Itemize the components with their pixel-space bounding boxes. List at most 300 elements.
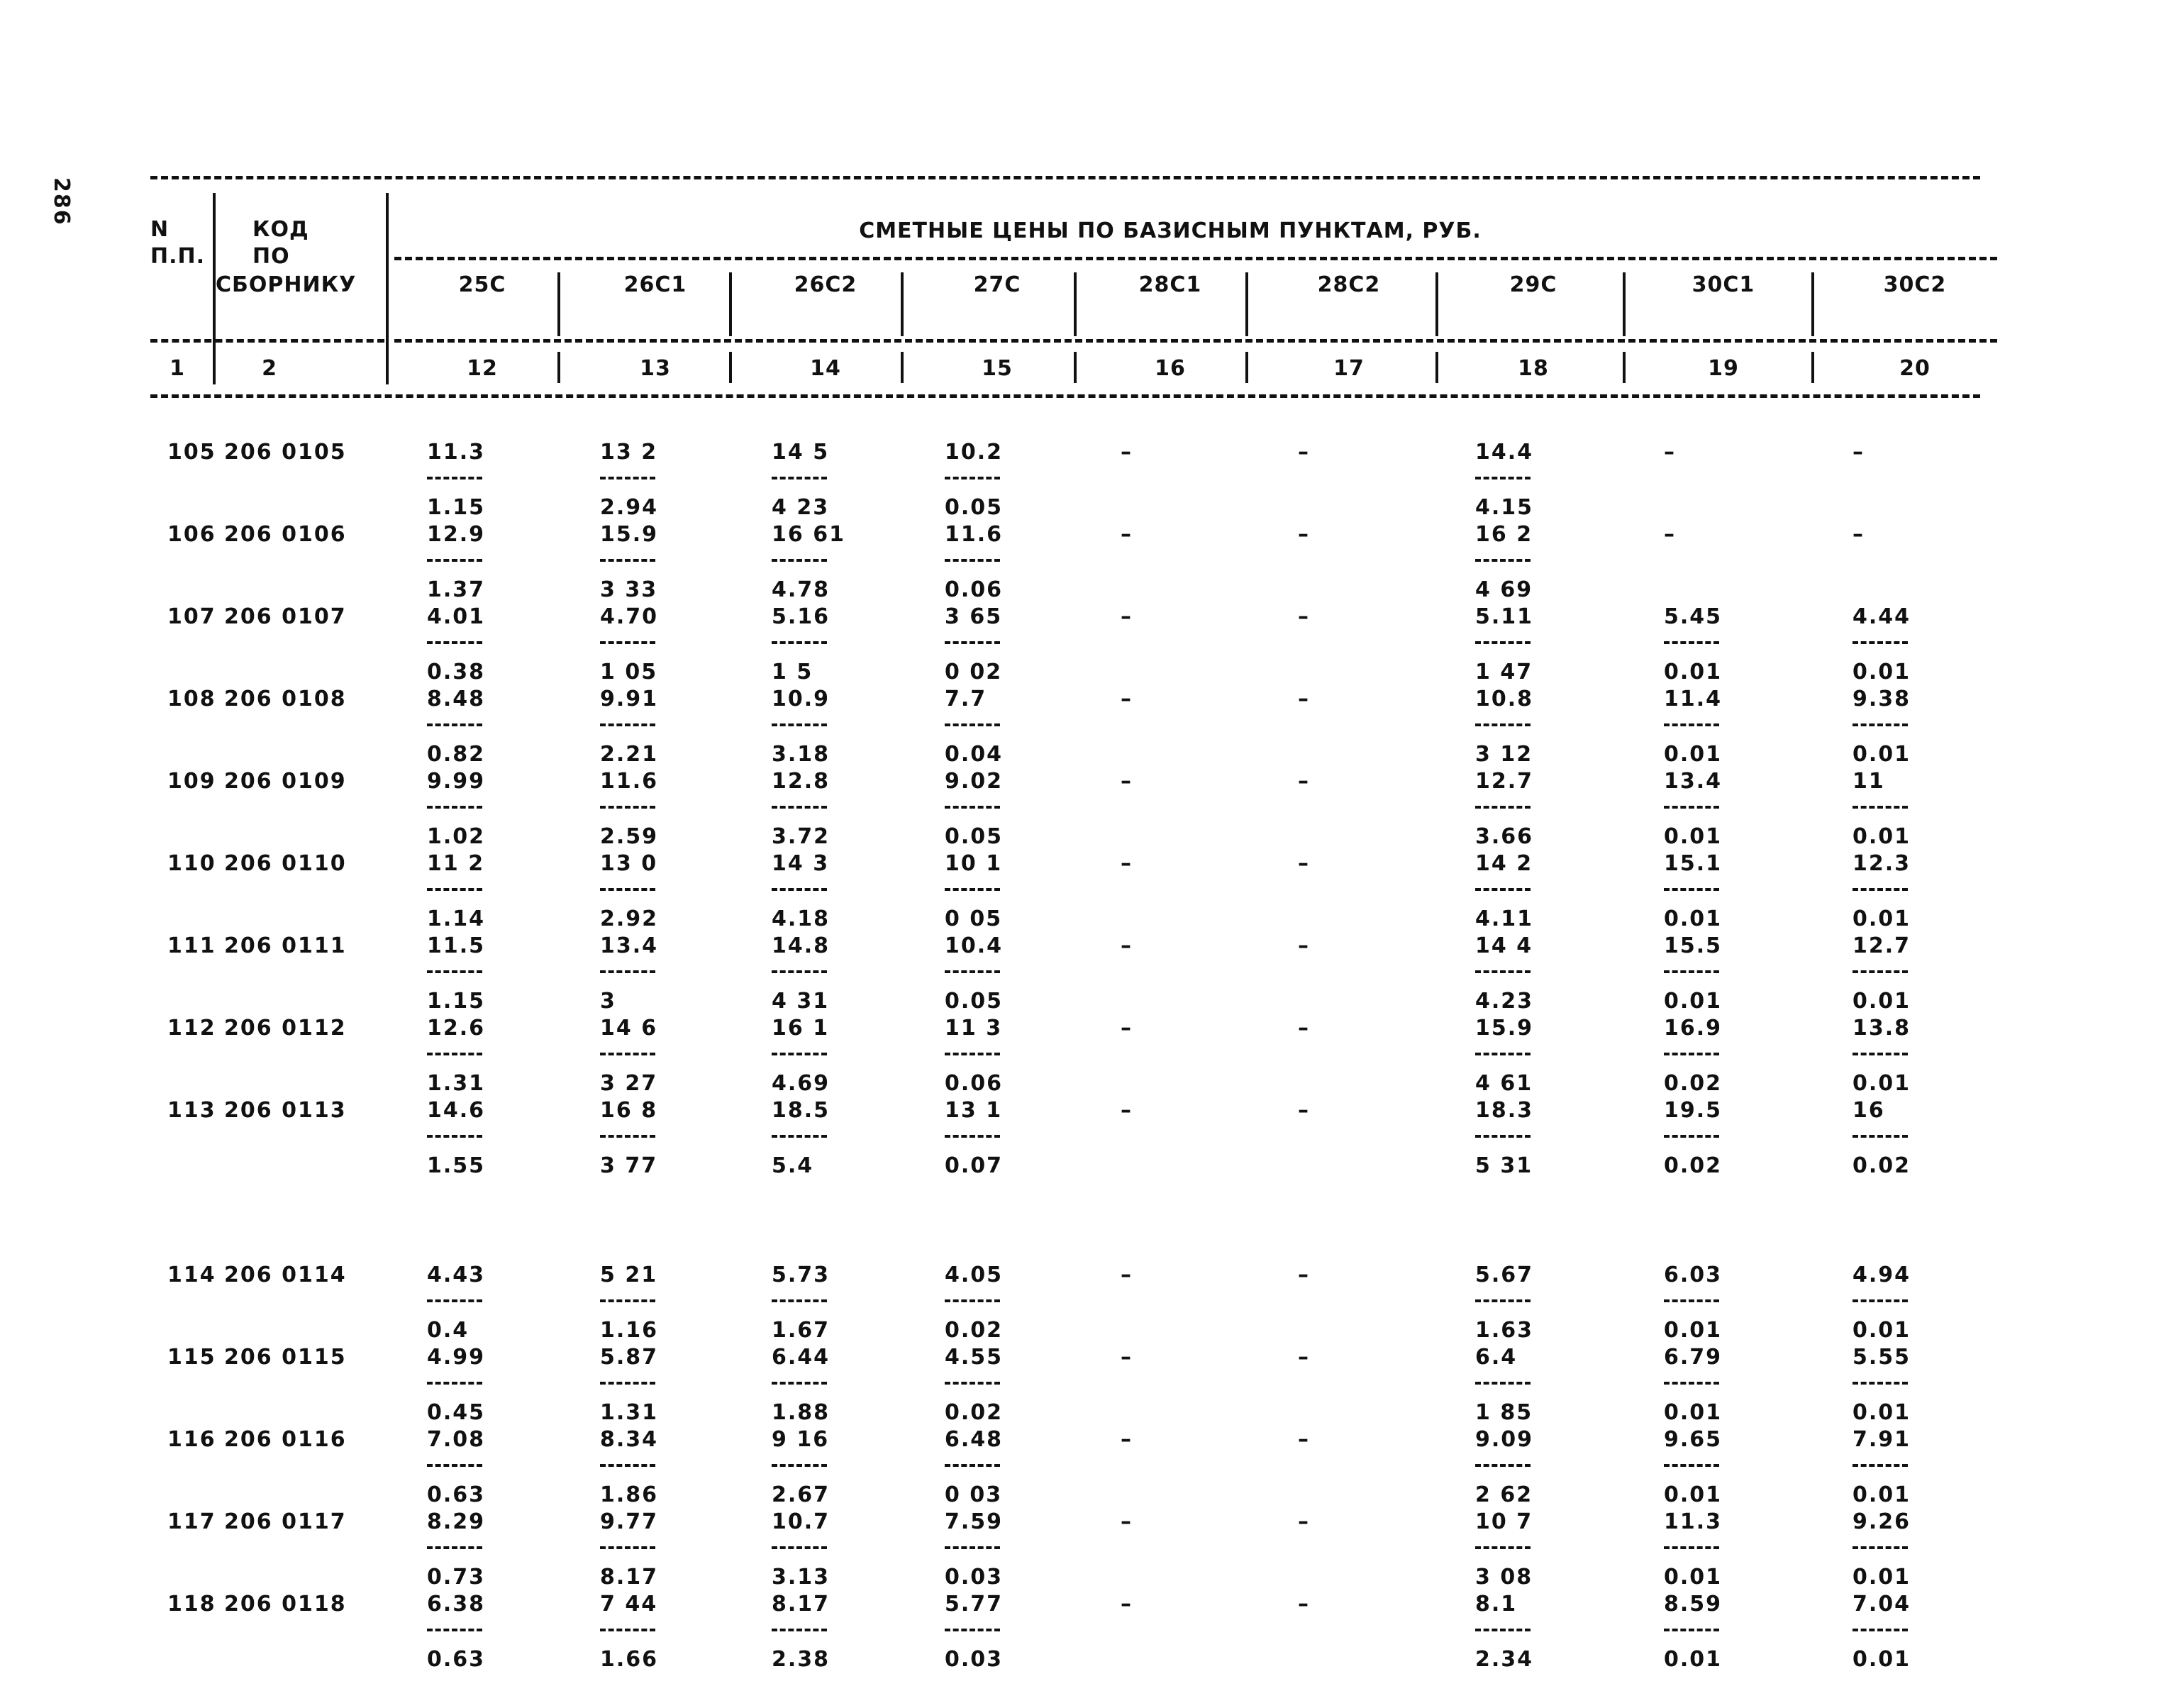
cell-value-sub: 0.01: [1664, 1400, 1723, 1425]
col-number-2: 2: [262, 356, 277, 381]
cell-value-sub: 3.72: [772, 824, 831, 849]
cell-value-sub: 0.02: [1853, 1153, 1911, 1178]
cell-value-sub: 0.05: [945, 824, 1004, 849]
cell-empty-dash: –: [1298, 933, 1310, 958]
cell-value: 7 44: [600, 1592, 658, 1616]
fraction-rule: [772, 723, 827, 726]
cell-empty-dash: –: [1298, 687, 1310, 711]
cell-value: 15.1: [1664, 851, 1723, 876]
vbar-nums-5: [1245, 352, 1248, 383]
fraction-rule: [945, 723, 1000, 726]
cell-empty-dash: –: [1298, 604, 1310, 629]
fraction-rule: [1475, 1629, 1531, 1631]
fraction-rule: [945, 806, 1000, 809]
cell-value-sub: 0.03: [945, 1565, 1004, 1590]
cell-value: 14 3: [772, 851, 830, 876]
cell-value-sub: 1.02: [427, 824, 486, 849]
cell-value: 8.29: [427, 1509, 486, 1534]
fraction-rule: [1664, 1053, 1719, 1055]
cell-value-sub: 3 12: [1475, 742, 1533, 767]
cell-value-sub: 3 27: [600, 1071, 658, 1096]
cell-value-sub: 1.66: [600, 1647, 659, 1672]
cell-value: 4.55: [945, 1345, 1004, 1370]
cell-value: 5.16: [772, 604, 831, 629]
row-code: 206 0108: [224, 687, 347, 711]
cell-value: 4.44: [1853, 604, 1911, 629]
fraction-rule: [1664, 806, 1719, 809]
row-number: 110: [167, 851, 216, 876]
col-number-8: 17: [1333, 356, 1365, 381]
fraction-rule: [1664, 1299, 1719, 1302]
cell-value-sub: 0.01: [1664, 1482, 1723, 1507]
cell-value: 11.4: [1664, 687, 1723, 711]
row-code: 206 0109: [224, 769, 347, 794]
fraction-rule: [772, 1135, 827, 1138]
vbar-nums-6: [1435, 352, 1438, 383]
fraction-rule: [945, 970, 1000, 973]
row-code: 206 0116: [224, 1427, 347, 1452]
cell-empty-dash: –: [1121, 604, 1133, 629]
cell-value-sub: 8.17: [600, 1565, 659, 1590]
cell-value: 6.48: [945, 1427, 1004, 1452]
cell-value: 14 5: [772, 440, 830, 465]
fraction-rule: [1475, 888, 1531, 891]
fraction-rule: [1664, 1382, 1719, 1385]
header-point-1: 26С1: [623, 272, 687, 297]
cell-value: 12.7: [1475, 769, 1534, 794]
row-number: 108: [167, 687, 216, 711]
cell-value-sub: 2.38: [772, 1647, 831, 1672]
vbar-nums-3: [901, 352, 904, 383]
header-pp-label: П.П.: [150, 244, 206, 269]
fraction-rule: [945, 1382, 1000, 1385]
cell-value: 8.17: [772, 1592, 831, 1616]
cell-value: 6.38: [427, 1592, 486, 1616]
row-number: 106: [167, 522, 216, 547]
fraction-rule: [600, 888, 655, 891]
fraction-rule: [945, 559, 1000, 562]
cell-value: –: [1853, 522, 1865, 547]
cell-empty-dash: –: [1121, 933, 1133, 958]
row-number: 105: [167, 440, 216, 465]
cell-empty-dash: –: [1121, 851, 1133, 876]
cell-empty-dash: –: [1121, 1345, 1133, 1370]
cell-value-sub: 0.02: [1664, 1153, 1723, 1178]
row-code: 206 0113: [224, 1098, 347, 1123]
cell-empty-dash: –: [1121, 769, 1133, 794]
fraction-rule: [427, 477, 482, 479]
header-n-label: N: [150, 217, 170, 242]
fraction-rule: [1853, 806, 1908, 809]
cell-value-sub: 0.04: [945, 742, 1004, 767]
cell-value-sub: 0.01: [1853, 1318, 1911, 1343]
col-number-4: 13: [640, 356, 671, 381]
cell-value: 3 65: [945, 604, 1003, 629]
cell-value-sub: 1.16: [600, 1318, 659, 1343]
cell-empty-dash: –: [1298, 440, 1310, 465]
fraction-rule: [1475, 1299, 1531, 1302]
cell-value-sub: 4.18: [772, 906, 831, 931]
cell-empty-dash: –: [1298, 1509, 1310, 1534]
fraction-rule: [427, 806, 482, 809]
cell-value: 12.8: [772, 769, 831, 794]
fraction-rule: [1475, 1382, 1531, 1385]
cell-value: 5.87: [600, 1345, 659, 1370]
cell-value: 14 6: [600, 1016, 658, 1041]
cell-empty-dash: –: [1121, 1263, 1133, 1287]
cell-value-sub: 0.63: [427, 1647, 486, 1672]
cell-value-sub: 4 61: [1475, 1071, 1533, 1096]
cell-value-sub: 3.13: [772, 1565, 831, 1590]
row-number: 118: [167, 1592, 216, 1616]
cell-value-sub: 0.01: [1853, 906, 1911, 931]
cell-value-sub: 3 33: [600, 577, 658, 602]
fraction-rule: [427, 1464, 482, 1467]
cell-value-sub: 0.01: [1853, 1400, 1911, 1425]
cell-value-sub: 0.63: [427, 1482, 486, 1507]
rule-points: [394, 257, 1997, 260]
vbar-nums-1: [557, 352, 560, 383]
fraction-rule: [600, 1464, 655, 1467]
header-point-0: 25С: [458, 272, 506, 297]
vbar-nums-7: [1623, 352, 1626, 383]
cell-value-sub: 0.07: [945, 1153, 1004, 1178]
cell-value-sub: 1.86: [600, 1482, 659, 1507]
cell-value: 11.6: [600, 769, 659, 794]
rule-top: [150, 176, 1980, 179]
fraction-rule: [772, 888, 827, 891]
row-code: 206 0107: [224, 604, 347, 629]
col-number-11: 20: [1899, 356, 1931, 381]
fraction-rule: [427, 559, 482, 562]
cell-value-sub: 2.67: [772, 1482, 831, 1507]
cell-value-sub: 0 02: [945, 660, 1003, 684]
rule-sub-left: [150, 339, 384, 343]
row-code: 206 0112: [224, 1016, 347, 1041]
fraction-rule: [427, 888, 482, 891]
fraction-rule: [772, 1546, 827, 1549]
cell-value-sub: 1.88: [772, 1400, 831, 1425]
cell-value-sub: 0.02: [945, 1318, 1004, 1343]
cell-value-sub: 0.01: [1664, 1565, 1723, 1590]
cell-value: 13 2: [600, 440, 658, 465]
fraction-rule: [945, 477, 1000, 479]
cell-value-sub: 5 31: [1475, 1153, 1533, 1178]
cell-value-sub: 0.38: [427, 660, 486, 684]
fraction-rule: [427, 1135, 482, 1138]
cell-value-sub: 0.05: [945, 989, 1004, 1014]
fraction-rule: [600, 970, 655, 973]
cell-value: 7.59: [945, 1509, 1004, 1534]
cell-value-sub: 0.01: [1853, 660, 1911, 684]
cell-value: 8.1: [1475, 1592, 1518, 1616]
cell-value: 10.9: [772, 687, 831, 711]
cell-empty-dash: –: [1298, 769, 1310, 794]
cell-empty-dash: –: [1121, 687, 1133, 711]
vbar-points-8: [1811, 272, 1814, 336]
row-number: 107: [167, 604, 216, 629]
fraction-rule: [600, 477, 655, 479]
cell-value: –: [1664, 522, 1676, 547]
col-number-10: 19: [1708, 356, 1739, 381]
row-code: 206 0111: [224, 933, 347, 958]
cell-value-sub: 0.45: [427, 1400, 486, 1425]
vbar-points-6: [1435, 272, 1438, 336]
cell-value-sub: 4 69: [1475, 577, 1533, 602]
fraction-rule: [1664, 888, 1719, 891]
row-code: 206 0115: [224, 1345, 347, 1370]
col-number-5: 14: [810, 356, 841, 381]
cell-value: 12.6: [427, 1016, 486, 1041]
fraction-rule: [1853, 888, 1908, 891]
fraction-rule: [1853, 970, 1908, 973]
cell-value: 5.11: [1475, 604, 1534, 629]
fraction-rule: [1664, 1135, 1719, 1138]
cell-value-sub: 0 03: [945, 1482, 1003, 1507]
cell-value: 4.01: [427, 604, 486, 629]
cell-value: 15.5: [1664, 933, 1723, 958]
fraction-rule: [1475, 477, 1531, 479]
cell-value: 16 2: [1475, 522, 1533, 547]
cell-empty-dash: –: [1121, 1509, 1133, 1534]
cell-value: 6.4: [1475, 1345, 1518, 1370]
row-code: 206 0106: [224, 522, 347, 547]
vbar-points-7: [1623, 272, 1626, 336]
cell-value: 11.6: [945, 522, 1004, 547]
cell-value: 9.99: [427, 769, 486, 794]
cell-value-sub: 0.82: [427, 742, 486, 767]
cell-value: 6.03: [1664, 1263, 1723, 1287]
fraction-rule: [1664, 1464, 1719, 1467]
cell-value: 9.91: [600, 687, 659, 711]
cell-value: –: [1664, 440, 1676, 465]
fraction-rule: [427, 1053, 482, 1055]
fraction-rule: [945, 1135, 1000, 1138]
cell-value-sub: 0.01: [1664, 824, 1723, 849]
rule-sub-right: [394, 339, 1997, 343]
cell-value: 14 2: [1475, 851, 1533, 876]
vbar-code-points-num: [386, 355, 389, 383]
cell-value-sub: 4.23: [1475, 989, 1534, 1014]
cell-empty-dash: –: [1121, 1016, 1133, 1041]
fraction-rule: [1475, 1053, 1531, 1055]
vbar-nums-4: [1074, 352, 1077, 383]
cell-value: 10 7: [1475, 1509, 1533, 1534]
fraction-rule: [1664, 723, 1719, 726]
cell-empty-dash: –: [1298, 1592, 1310, 1616]
fraction-rule: [600, 806, 655, 809]
cell-value: 9.02: [945, 769, 1004, 794]
cell-value-sub: 1.37: [427, 577, 486, 602]
fraction-rule: [772, 559, 827, 562]
fraction-rule: [772, 641, 827, 644]
cell-value-sub: 0.01: [1853, 1071, 1911, 1096]
fraction-rule: [1853, 1053, 1908, 1055]
cell-empty-dash: –: [1298, 1098, 1310, 1123]
fraction-rule: [1853, 1546, 1908, 1549]
cell-value: 13.4: [600, 933, 659, 958]
cell-value: 14 4: [1475, 933, 1533, 958]
cell-empty-dash: –: [1121, 1098, 1133, 1123]
fraction-rule: [945, 1464, 1000, 1467]
row-code: 206 0110: [224, 851, 347, 876]
cell-value-sub: 0.01: [1853, 742, 1911, 767]
cell-value: 7.08: [427, 1427, 486, 1452]
fraction-rule: [1853, 641, 1908, 644]
cell-value-sub: 1.31: [427, 1071, 486, 1096]
row-number: 115: [167, 1345, 216, 1370]
cell-empty-dash: –: [1121, 1592, 1133, 1616]
cell-value: 11.3: [427, 440, 486, 465]
cell-value-sub: 2 62: [1475, 1482, 1533, 1507]
fraction-rule: [427, 1629, 482, 1631]
cell-value: 14.6: [427, 1098, 486, 1123]
cell-value: 16 8: [600, 1098, 658, 1123]
cell-empty-dash: –: [1121, 440, 1133, 465]
cell-empty-dash: –: [1121, 522, 1133, 547]
cell-value: 14.4: [1475, 440, 1534, 465]
cell-value-sub: 0.02: [945, 1400, 1004, 1425]
fraction-rule: [1664, 1546, 1719, 1549]
cell-empty-dash: –: [1121, 1427, 1133, 1452]
cell-value: 11.5: [427, 933, 486, 958]
cell-value: 16 61: [772, 522, 845, 547]
cell-value-sub: 0.01: [1853, 1565, 1911, 1590]
vbar-nums-2: [729, 352, 732, 383]
cell-value: 18.5: [772, 1098, 831, 1123]
header-point-3: 27С: [973, 272, 1021, 297]
header-point-6: 29С: [1509, 272, 1557, 297]
col-number-1: 1: [170, 356, 185, 381]
cell-value-sub: 2.34: [1475, 1647, 1534, 1672]
cell-value-sub: 5.4: [772, 1153, 814, 1178]
fraction-rule: [427, 1546, 482, 1549]
cell-value: 5.55: [1853, 1345, 1911, 1370]
cell-value: 11 3: [945, 1016, 1003, 1041]
cell-value-sub: 0.06: [945, 577, 1004, 602]
cell-value: 9.77: [600, 1509, 659, 1534]
fraction-rule: [772, 477, 827, 479]
cell-empty-dash: –: [1298, 1016, 1310, 1041]
header-point-8: 30С2: [1883, 272, 1947, 297]
col-number-3: 12: [467, 356, 498, 381]
fraction-rule: [772, 970, 827, 973]
fraction-rule: [600, 1546, 655, 1549]
cell-value: 5.77: [945, 1592, 1004, 1616]
cell-value: 16 1: [772, 1016, 830, 1041]
fraction-rule: [1664, 1629, 1719, 1631]
cell-value: 6.44: [772, 1345, 831, 1370]
cell-value: 15.9: [1475, 1016, 1534, 1041]
row-code: 206 0118: [224, 1592, 347, 1616]
fraction-rule: [427, 1299, 482, 1302]
cell-value-sub: 4.15: [1475, 495, 1534, 520]
cell-value: 9.09: [1475, 1427, 1534, 1452]
cell-value: 11: [1853, 769, 1885, 794]
header-code-sbornik: СБОРНИКУ: [216, 272, 357, 297]
cell-empty-dash: –: [1298, 1263, 1310, 1287]
cell-value: 11 2: [427, 851, 485, 876]
cell-value: 10.4: [945, 933, 1004, 958]
cell-value-sub: 1.63: [1475, 1318, 1534, 1343]
header-point-7: 30С1: [1692, 272, 1755, 297]
cell-empty-dash: –: [1298, 1345, 1310, 1370]
fraction-rule: [1853, 1629, 1908, 1631]
cell-value: 5 21: [600, 1263, 658, 1287]
row-number: 112: [167, 1016, 216, 1041]
cell-value: 19.5: [1664, 1098, 1723, 1123]
fraction-rule: [600, 641, 655, 644]
cell-value: 14.8: [772, 933, 831, 958]
cell-value: 13 0: [600, 851, 658, 876]
page-number: 286: [49, 177, 74, 226]
fraction-rule: [1475, 559, 1531, 562]
cell-value-sub: 2.21: [600, 742, 659, 767]
cell-value-sub: 3.18: [772, 742, 831, 767]
row-number: 116: [167, 1427, 216, 1452]
vbar-n-code-num: [213, 355, 216, 383]
cell-value-sub: 1.67: [772, 1318, 831, 1343]
fraction-rule: [1853, 723, 1908, 726]
cell-value-sub: 0 05: [945, 906, 1003, 931]
cell-value-sub: 3.66: [1475, 824, 1534, 849]
fraction-rule: [945, 1299, 1000, 1302]
col-number-6: 15: [982, 356, 1013, 381]
cell-value: 10 1: [945, 851, 1003, 876]
cell-value: 16.9: [1664, 1016, 1723, 1041]
fraction-rule: [772, 1464, 827, 1467]
header-point-4: 28С1: [1138, 272, 1202, 297]
cell-value: 4.70: [600, 604, 659, 629]
col-number-9: 18: [1518, 356, 1549, 381]
fraction-rule: [945, 1629, 1000, 1631]
header-code-label: КОД: [252, 217, 309, 242]
cell-value: 12.9: [427, 522, 486, 547]
cell-value-sub: 0.02: [1664, 1071, 1723, 1096]
cell-value-sub: 2.59: [600, 824, 659, 849]
cell-value: 13.4: [1664, 769, 1723, 794]
cell-value-sub: 4 31: [772, 989, 830, 1014]
row-number: 113: [167, 1098, 216, 1123]
cell-empty-dash: –: [1298, 522, 1310, 547]
vbar-nums-8: [1811, 352, 1814, 383]
fraction-rule: [600, 1135, 655, 1138]
cell-value: 7.91: [1853, 1427, 1911, 1452]
cell-value-sub: 0.01: [1664, 989, 1723, 1014]
cell-value: 5.67: [1475, 1263, 1534, 1287]
cell-value: 4.99: [427, 1345, 486, 1370]
cell-value: 18.3: [1475, 1098, 1534, 1123]
fraction-rule: [1475, 1135, 1531, 1138]
cell-value-sub: 0.01: [1853, 989, 1911, 1014]
cell-value: 4.05: [945, 1263, 1004, 1287]
cell-value-sub: 2.92: [600, 906, 659, 931]
fraction-rule: [1475, 641, 1531, 644]
cell-value-sub: 0.01: [1664, 1318, 1723, 1343]
cell-value: 10.7: [772, 1509, 831, 1534]
fraction-rule: [945, 1053, 1000, 1055]
fraction-rule: [600, 723, 655, 726]
cell-value-sub: 2.94: [600, 495, 659, 520]
cell-value-sub: 0.01: [1853, 1647, 1911, 1672]
cell-empty-dash: –: [1298, 851, 1310, 876]
fraction-rule: [1853, 1299, 1908, 1302]
fraction-rule: [945, 888, 1000, 891]
cell-value-sub: 1 85: [1475, 1400, 1533, 1425]
cell-value-sub: 4.11: [1475, 906, 1534, 931]
cell-value: 8.34: [600, 1427, 659, 1452]
cell-value-sub: 1.15: [427, 989, 486, 1014]
